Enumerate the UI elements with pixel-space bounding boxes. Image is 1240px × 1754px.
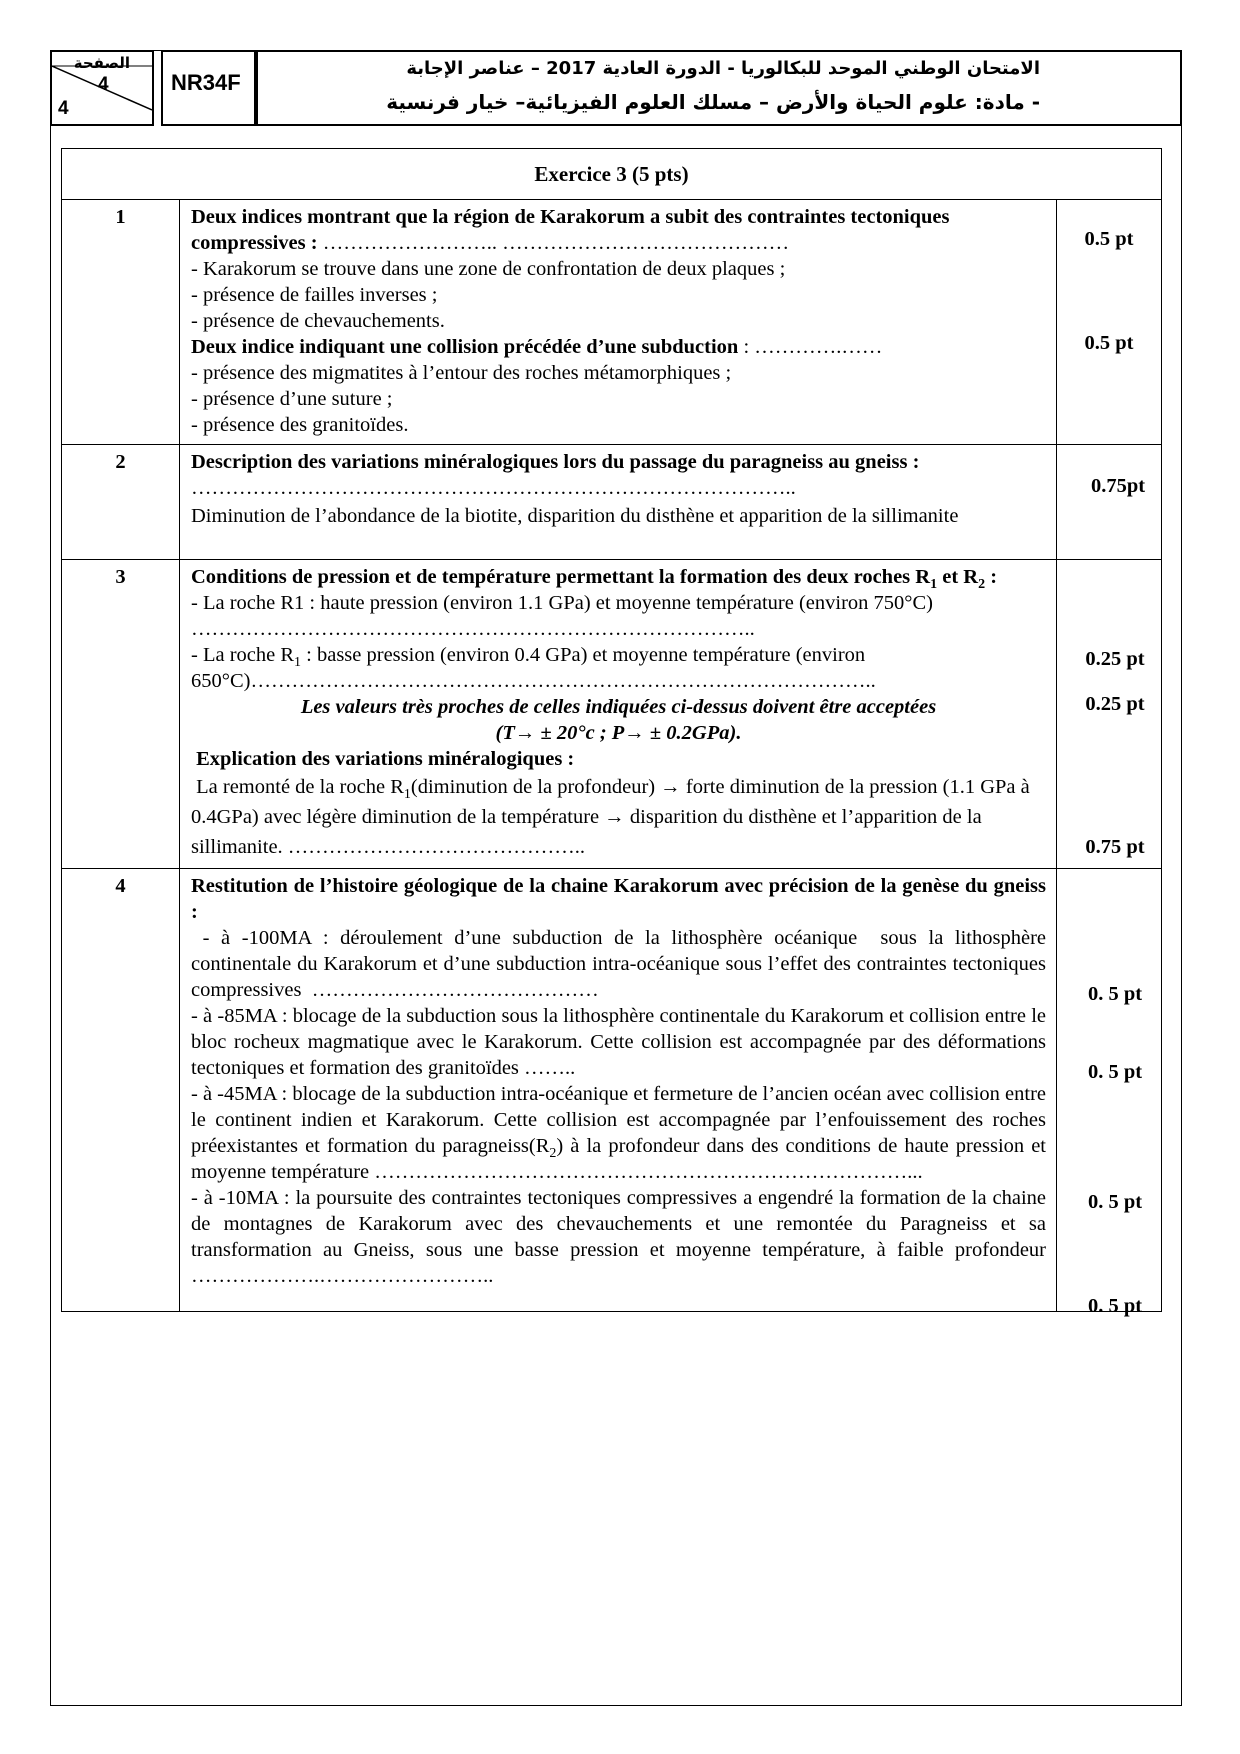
page-total: 4 [58, 98, 69, 119]
points-value: 0.5 pt [1084, 332, 1134, 354]
question-number: 3 [62, 560, 180, 869]
points-value: 0. 5 pt [1087, 1061, 1143, 1083]
q3-roche-r1: - La roche R1 : haute pression (environ 1.1 GPa) et moyenne température (environ 750°C) ……………………………………………………………………….. [191, 592, 933, 640]
question-number: 4 [62, 869, 180, 1312]
question-body [180, 560, 1057, 869]
page-number-box [50, 50, 154, 126]
table-header-row [62, 149, 1162, 200]
q1-item: - Karakorum se trouve dans une zone de confrontation de deux plaques ; [191, 258, 786, 280]
exam-title-box [256, 50, 1182, 126]
points-value: 0. 5 pt [1087, 983, 1143, 1005]
q1-heading-b: Deux indice indiquant une collision précédée d’une subduction [191, 336, 739, 358]
q1-item: - présence de chevauchements. [191, 310, 445, 332]
exercise-title: Exercice 3 (5 pts) [62, 149, 1162, 200]
q1-item: - présence des migmatites à l’entour des roches métamorphiques ; [191, 362, 732, 384]
points-value: 0.75pt [1090, 475, 1146, 497]
q1-heading-a-dots: …………………….. …………………………………… [317, 232, 790, 254]
points-value: 0.75 pt [1085, 836, 1145, 858]
q1-item: - présence des granitoïdes. [191, 414, 409, 436]
q3-explication: La remonté de la roche $R_1(diminution$ de la profondeur) → forte diminution de la pression (1.1 GPa à 0.4GPa) avec légère diminution de la température → disparition du disthène et l’apparition de la sillimanite. …………………………………….. [191, 776, 1030, 858]
points-value: 0.25 pt [1085, 648, 1145, 670]
points-value: 0.5 pt [1084, 228, 1134, 250]
q2-heading-dots: …………………………………………………………………………….. [191, 477, 796, 499]
q2-answer: Diminution de l’abondance de la biotite, disparition du disthène et apparition de la sillimanite [191, 505, 959, 527]
q4-heading: Restitution de l’histoire géologique de la chaine Karakorum avec précision de la genèse du gneiss : [191, 875, 1046, 923]
q3-heading: Conditions de pression et de température permettant la formation des deux roches $R_1$ et $R_2$ : [191, 566, 998, 593]
page-label: الصفحة [73, 54, 130, 72]
q3-note-line2: (T→ ± 20°c ; P→ ± 0.2GPa). [495, 722, 742, 744]
question-number: 2 [62, 445, 180, 560]
points-cell [1057, 869, 1162, 1317]
table-row-q2 [62, 445, 1162, 560]
exam-code: NR34F [171, 70, 241, 95]
table-row-q3 [62, 560, 1162, 869]
q3-roche-r2: - La roche $R_1$ : basse pression (environ 0.4 GPa) et moyenne température (environ 650°C)……………………………………………………………………………….. [191, 644, 876, 692]
q2-heading: Description des variations minéralogiques lors du passage du paragneiss au gneiss : [191, 451, 920, 473]
q4-paragraph-100ma: - à -100MA : déroulement d’une subduction de la lithosphère océanique sous la lithosphère continentale du Karakorum et d’une subduction intra-océanique sous l’effet des contraintes tectoniques compressives …………………………………… [191, 927, 1052, 1001]
question-body [180, 445, 1057, 560]
q4-paragraph-45ma: - à -45MA : blocage de la subduction intra-océanique et fermeture de l’ancien océan avec collision entre le continent indien et Karakorum. Cette collision est accompagnée par l’enfouissement des roches préexistantes et formation du $paragneiss(R_2)$ à la profondeur dans des conditions de haute pression et moyenne température ……………………………………………………………………... [191, 1083, 1046, 1183]
q1-item: - présence de failles inverses ; [191, 284, 438, 306]
question-body [180, 869, 1057, 1312]
exam-code-box [161, 50, 256, 126]
points-value: 0. 5 pt [1087, 1191, 1143, 1213]
exam-title-line1: الامتحان الوطني الموحد للبكالوريا - الدورة العادية 2017 – عناصر الإجابة [406, 58, 1040, 79]
table-row-q1 [62, 200, 1162, 445]
q1-heading-b-dots: : ………….…… [738, 336, 883, 358]
q3-note-line1: Les valeurs très proches de celles indiquées ci-dessus doivent être acceptées [300, 696, 937, 718]
q3-explication-heading: Explication des variations minéralogiques : [191, 748, 575, 770]
points-cell [1057, 445, 1162, 560]
points-cell [1057, 560, 1162, 869]
points-value: 0. 5 pt [1087, 1295, 1143, 1317]
q4-paragraph-10ma: - à -10MA : la poursuite des contraintes tectoniques compressives a engendré la formation de la chaine de montagnes de Karakorum avec des chevauchements et une remontée du Paragneiss et sa transformation au Gneiss, sous une basse pression et moyenne température, à faible profondeur ……………….…………………….. [191, 1187, 1046, 1287]
question-body [180, 200, 1057, 445]
answer-table [61, 148, 1162, 1317]
question-number: 1 [62, 200, 180, 445]
points-value: 0.25 pt [1085, 693, 1145, 715]
table-row-q4 [62, 869, 1162, 1312]
exam-title-line2: - مادة: علوم الحياة والأرض – مسلك العلوم الفيزيائية– خيار فرنسية [386, 90, 1040, 114]
q1-item: - présence d’une suture ; [191, 388, 393, 410]
q4-paragraph-85ma: - à -85MA : blocage de la subduction sous la lithosphère continentale du Karakorum et collision entre le bloc rocheux magmatique avec le Karakorum. Cette collision est accompagnée par des déformations tectoniques et formation des granitoïdes …….. [191, 1005, 1046, 1079]
q1-heading-a: Deux indices montrant que la région de Karakorum a subit des contraintes tectoniques compressives : [191, 206, 950, 254]
points-cell [1057, 200, 1162, 445]
page-current: 4 [98, 74, 109, 95]
